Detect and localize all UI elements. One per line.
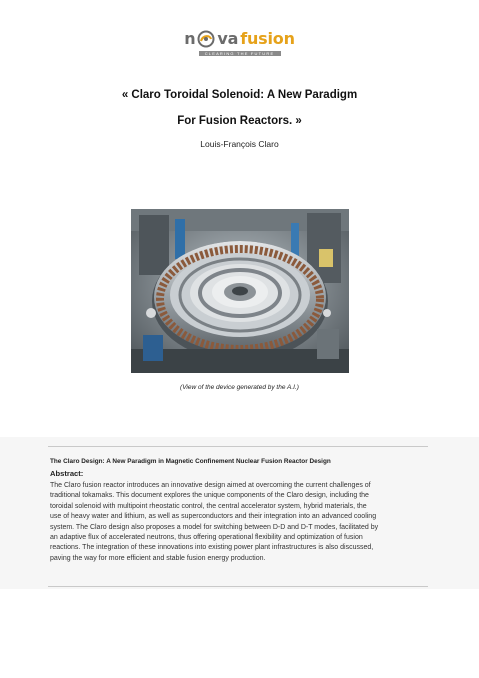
abstract-line: an adaptive flux of accelerated neutrons, thus offering operational flexibility and optimization of fusion — [50, 534, 363, 542]
logo-row — [184, 30, 295, 48]
logo-text-n: n — [184, 29, 196, 48]
figure-caption: (View of the device generated by the A.I.) — [180, 384, 299, 391]
abstract-line: The Claro fusion reactor introduces an innovative design aimed at overcoming the current challenges of — [50, 482, 371, 489]
abstract-label: Abstract: — [50, 469, 84, 478]
logo-swirl-icon — [197, 30, 215, 48]
abstract-line: paving the way for more efficient and stable fusion energy production. — [50, 554, 266, 562]
abstract-section-heading: The Claro Design: A New Paradigm in Magnetic Confinement Nuclear Fusion Reactor Design — [50, 458, 331, 465]
reactor-photo-illustration — [131, 209, 349, 373]
abstract-bottom-divider — [48, 586, 428, 587]
abstract-line: use of heavy water and lithium, as well as superconductors and their integration into an advanced cooling — [50, 513, 377, 521]
author-name: Louis-François Claro — [200, 139, 279, 149]
abstract-top-divider — [48, 446, 428, 447]
reactor-photo — [131, 209, 349, 373]
logo-tagline: CLEARING THE FUTURE — [199, 51, 281, 56]
novafusion-logo — [0, 30, 479, 64]
paper-title-line-1: « Claro Toroidal Solenoid: A New Paradigm — [121, 89, 358, 101]
logo-text-va: va — [217, 29, 239, 48]
abstract-line: traditional tokamaks. This document explores the unique components of the Claro design, including the — [50, 492, 369, 500]
abstract-line: toroidal solenoid with multipoint rheostatic control, the central accelerator system, hybrid materials, the — [50, 502, 367, 510]
abstract-line: system. The Claro design also proposes a model for switching between D-D and D-T modes, facilitated by — [50, 523, 379, 531]
abstract-body — [50, 481, 430, 564]
logo-text-fusion: fusion — [240, 29, 295, 48]
paper-title-line-2: For Fusion Reactors. » — [177, 115, 302, 127]
abstract-line: reactions. The integration of these innovations into existing power plant infrastructures is also discussed, — [50, 544, 374, 552]
